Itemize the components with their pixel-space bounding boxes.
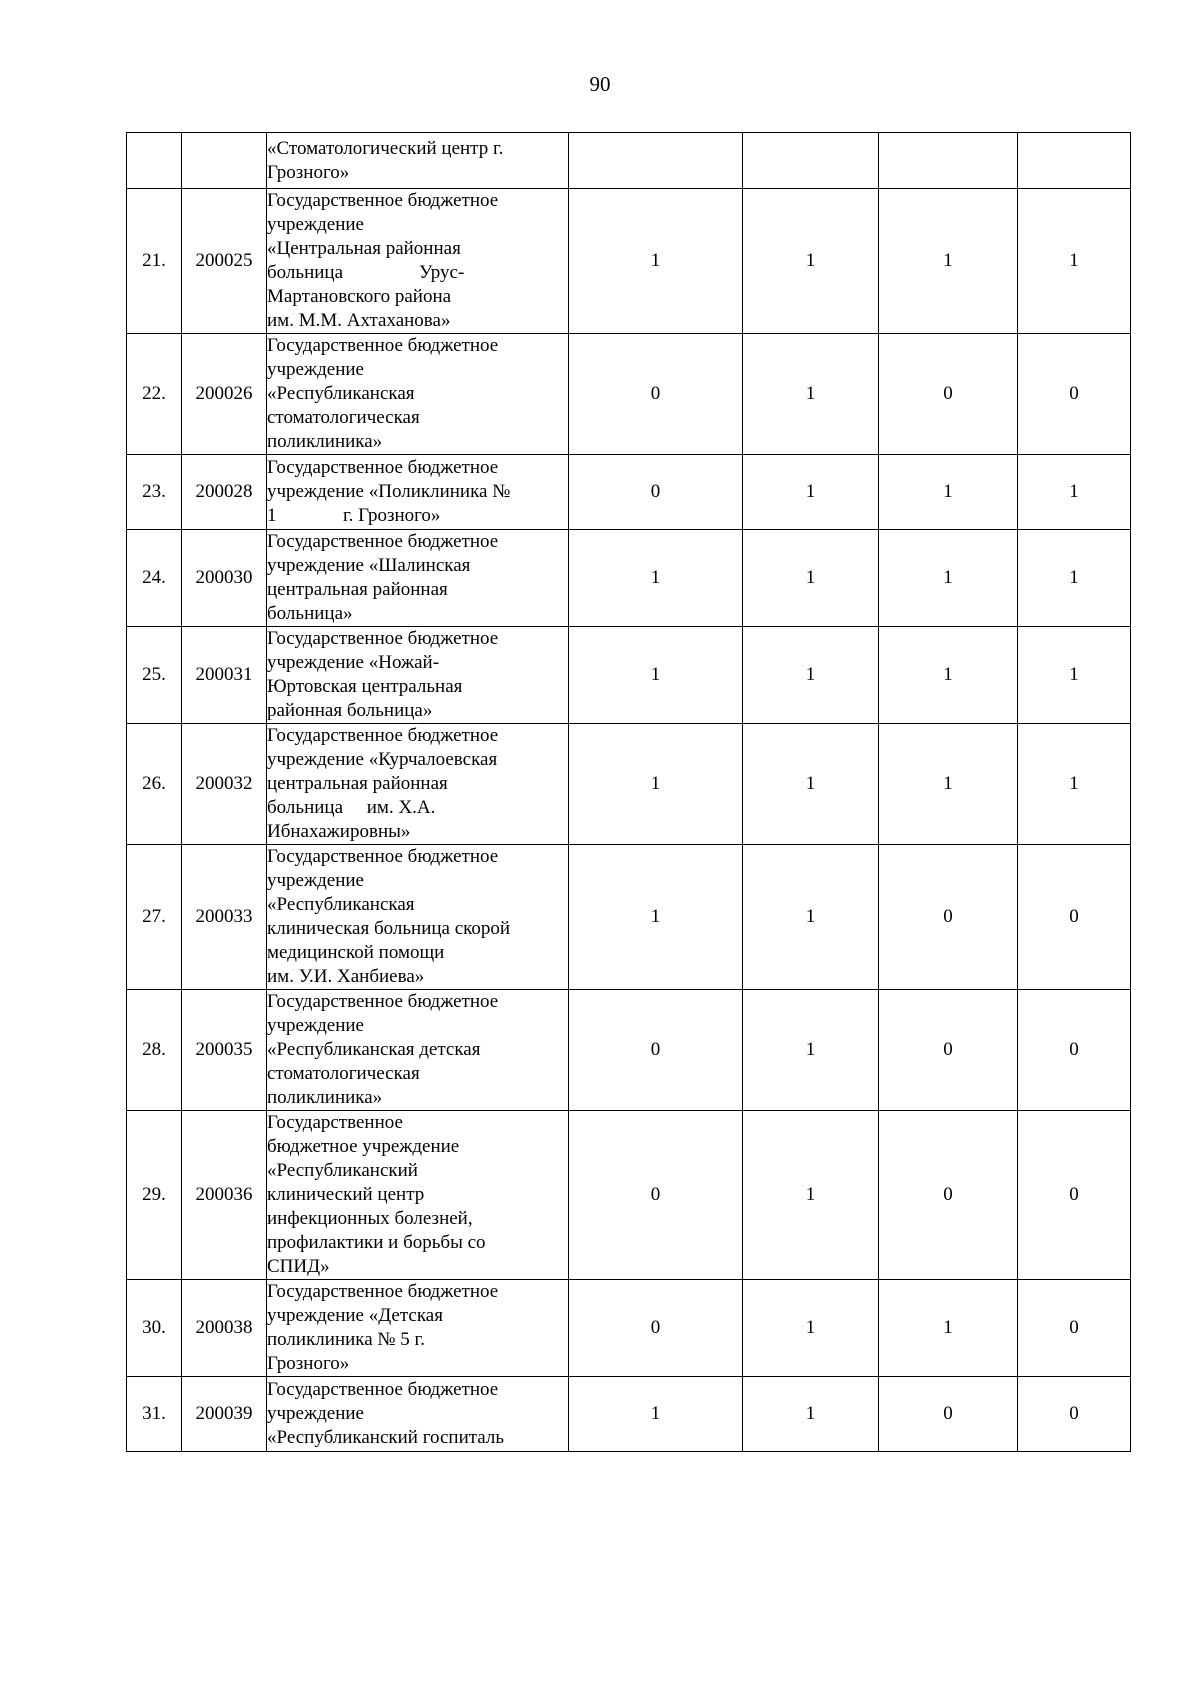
value-col-4: 0 [1018, 1377, 1131, 1452]
table-row [127, 334, 1131, 455]
value-col-3: 0 [879, 334, 1018, 455]
value-col-3: 0 [879, 1111, 1018, 1280]
table-row [127, 1280, 1131, 1377]
value-col-3: 0 [879, 845, 1018, 990]
institution-name: Государственное бюджетное учреждение «Республиканская клиническая больница скорой медицинской помощи им. У.И. Ханбиева» [267, 845, 569, 990]
institution-name: Государственное бюджетное учреждение «Центральная районная больница Урус- Мартановского района им. М.М. Ахтаханова» [267, 189, 569, 334]
institution-code: 200026 [182, 334, 267, 455]
institution-name: «Стоматологический центр г. Грозного» [267, 133, 569, 189]
institution-code: 200032 [182, 724, 267, 845]
row-number: 21. [127, 189, 182, 334]
value-col-2: 1 [743, 455, 879, 530]
value-col-1: 1 [569, 189, 743, 334]
institution-code: 200035 [182, 990, 267, 1111]
value-col-4 [1018, 133, 1131, 189]
institution-name: Государственное бюджетное учреждение «Курчалоевская центральная районная больница им. Х.А. Ибнахажировны» [267, 724, 569, 845]
row-number: 26. [127, 724, 182, 845]
institutions-table [126, 132, 1131, 1452]
row-number: 28. [127, 990, 182, 1111]
institution-name: Государственное бюджетное учреждение «Республиканский клинический центр инфекционных болезней, профилактики и борьбы со СПИД» [267, 1111, 569, 1280]
value-col-4: 0 [1018, 1111, 1131, 1280]
institution-code: 200038 [182, 1280, 267, 1377]
value-col-2 [743, 133, 879, 189]
value-col-4: 1 [1018, 455, 1131, 530]
value-col-3: 1 [879, 724, 1018, 845]
table-row [127, 530, 1131, 627]
table-row [127, 990, 1131, 1111]
value-col-4: 1 [1018, 627, 1131, 724]
value-col-2: 1 [743, 1377, 879, 1452]
row-number: 25. [127, 627, 182, 724]
value-col-3: 0 [879, 990, 1018, 1111]
row-number [127, 133, 182, 189]
value-col-1: 0 [569, 455, 743, 530]
value-col-3 [879, 133, 1018, 189]
institution-name: Государственное бюджетное учреждение «Детская поликлиника № 5 г. Грозного» [267, 1280, 569, 1377]
institution-code: 200025 [182, 189, 267, 334]
table-row [127, 189, 1131, 334]
value-col-4: 1 [1018, 530, 1131, 627]
value-col-2: 1 [743, 334, 879, 455]
value-col-3: 1 [879, 627, 1018, 724]
value-col-1: 1 [569, 627, 743, 724]
row-number: 27. [127, 845, 182, 990]
row-number: 24. [127, 530, 182, 627]
value-col-2: 1 [743, 1111, 879, 1280]
institution-name: Государственное бюджетное учреждение «Шалинская центральная районная больница» [267, 530, 569, 627]
value-col-2: 1 [743, 189, 879, 334]
value-col-4: 0 [1018, 334, 1131, 455]
institution-code: 200028 [182, 455, 267, 530]
value-col-3: 1 [879, 455, 1018, 530]
row-number: 29. [127, 1111, 182, 1280]
value-col-4: 1 [1018, 189, 1131, 334]
institution-code: 200036 [182, 1111, 267, 1280]
value-col-4: 0 [1018, 990, 1131, 1111]
institution-name: Государственное бюджетное учреждение «Ножай- Юртовская центральная районная больница» [267, 627, 569, 724]
value-col-2: 1 [743, 724, 879, 845]
value-col-2: 1 [743, 990, 879, 1111]
table-row [127, 627, 1131, 724]
table-row [127, 133, 1131, 189]
table-row [127, 1377, 1131, 1452]
table-row [127, 845, 1131, 990]
institution-name: Государственное бюджетное учреждение «Республиканский госпиталь [267, 1377, 569, 1452]
value-col-2: 1 [743, 845, 879, 990]
institution-name: Государственное бюджетное учреждение «Республиканская детская стоматологическая поликлиника» [267, 990, 569, 1111]
row-number: 31. [127, 1377, 182, 1452]
value-col-1: 0 [569, 1280, 743, 1377]
value-col-1: 1 [569, 724, 743, 845]
value-col-3: 0 [879, 1377, 1018, 1452]
value-col-1: 1 [569, 530, 743, 627]
value-col-1 [569, 133, 743, 189]
institution-code: 200033 [182, 845, 267, 990]
value-col-4: 0 [1018, 1280, 1131, 1377]
value-col-1: 1 [569, 845, 743, 990]
table-row [127, 455, 1131, 530]
row-number: 22. [127, 334, 182, 455]
institution-code: 200030 [182, 530, 267, 627]
value-col-2: 1 [743, 530, 879, 627]
value-col-1: 0 [569, 1111, 743, 1280]
value-col-4: 0 [1018, 845, 1131, 990]
row-number: 30. [127, 1280, 182, 1377]
value-col-4: 1 [1018, 724, 1131, 845]
value-col-2: 1 [743, 627, 879, 724]
table-row [127, 724, 1131, 845]
institution-code: 200039 [182, 1377, 267, 1452]
value-col-1: 1 [569, 1377, 743, 1452]
value-col-3: 1 [879, 189, 1018, 334]
institution-name: Государственное бюджетное учреждение «Поликлиника № 1 г. Грозного» [267, 455, 569, 530]
row-number: 23. [127, 455, 182, 530]
table-row [127, 1111, 1131, 1280]
value-col-1: 0 [569, 990, 743, 1111]
institution-name: Государственное бюджетное учреждение «Республиканская стоматологическая поликлиника» [267, 334, 569, 455]
value-col-2: 1 [743, 1280, 879, 1377]
value-col-1: 0 [569, 334, 743, 455]
value-col-3: 1 [879, 530, 1018, 627]
value-col-3: 1 [879, 1280, 1018, 1377]
institution-code: 200031 [182, 627, 267, 724]
page-number: 90 [589, 72, 611, 96]
institution-code [182, 133, 267, 189]
